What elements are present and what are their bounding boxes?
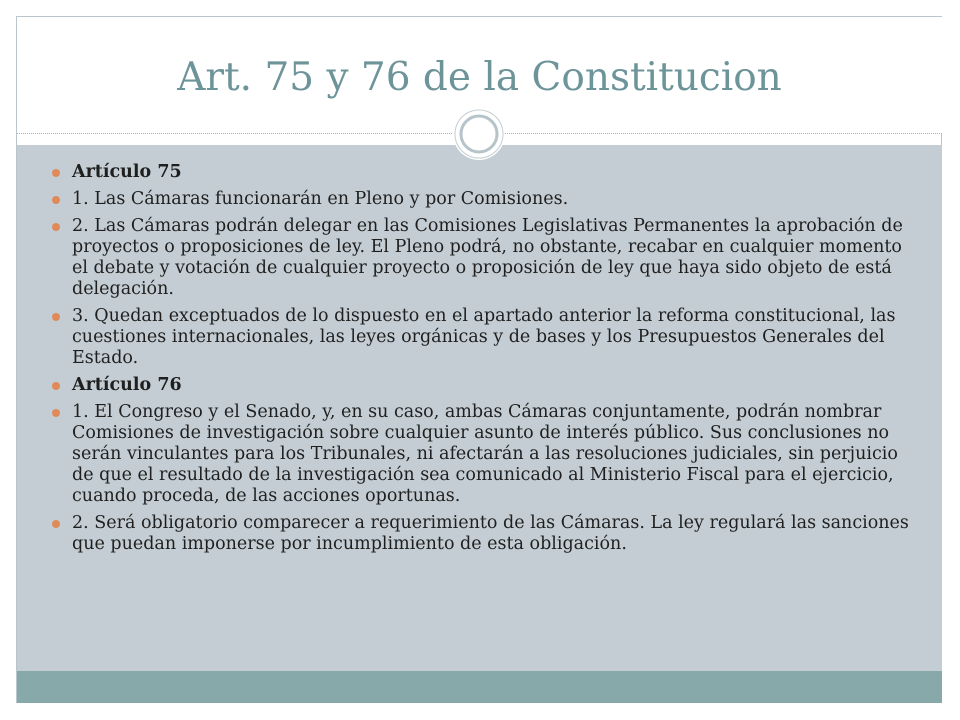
bullet-icon bbox=[52, 409, 60, 417]
list-item bbox=[52, 375, 912, 396]
bullet-icon bbox=[52, 169, 60, 177]
list-item-text: 2. Será obligatorio comparecer a requerimiento de las Cámaras. La ley regulará las sanciones que puedan imponerse por incumplimiento de esta obligación. bbox=[72, 513, 909, 554]
list-item bbox=[52, 189, 912, 210]
bullet-icon bbox=[52, 196, 60, 204]
list-item bbox=[52, 162, 912, 183]
bullet-icon bbox=[52, 382, 60, 390]
list-item-text: 2. Las Cámaras podrán delegar en las Comisiones Legislativas Permanentes la aprobación de proyectos o proposiciones de ley. El Pleno podrá, no obstante, recabar en cualquier momento el debate y votación de cualquier proyecto o proposición de ley que haya sido objeto de está delegación. bbox=[72, 216, 903, 299]
list-item-text: Artículo 75 bbox=[72, 162, 182, 182]
bullet-icon bbox=[52, 223, 60, 231]
list-item bbox=[52, 402, 912, 507]
circle-ornament-icon bbox=[453, 108, 505, 160]
list-item bbox=[52, 306, 912, 369]
list-item bbox=[52, 216, 912, 300]
article-list bbox=[52, 162, 912, 561]
list-item-text: 3. Quedan exceptuados de lo dispuesto en el apartado anterior la reforma constitucional, las cuestiones internacionales, las leyes orgánicas y de bases y los Presupuestos Generales del Estado. bbox=[72, 306, 896, 368]
bullet-icon bbox=[52, 313, 60, 321]
footer-band bbox=[17, 671, 942, 703]
slide-title: Art. 75 y 76 de la Constitucion bbox=[177, 55, 782, 100]
bullet-icon bbox=[52, 520, 60, 528]
list-item bbox=[52, 513, 912, 555]
list-item-text: Artículo 76 bbox=[72, 375, 182, 395]
list-item-text: 1. Las Cámaras funcionarán en Pleno y por Comisiones. bbox=[72, 189, 569, 209]
list-item-text: 1. El Congreso y el Senado, y, en su caso, ambas Cámaras conjuntamente, podrán nombrar Comisiones de investigación sobre cualquier asunto de interés público. Sus conclusiones no serán vinculantes para los Tribunales, ni afectarán a las resoluciones judiciales, sin perjuicio de que el resultado de la investigación sea comunicado al Ministerio Fiscal para el ejercicio, cuando proceda, de las acciones oportunas. bbox=[72, 402, 898, 506]
